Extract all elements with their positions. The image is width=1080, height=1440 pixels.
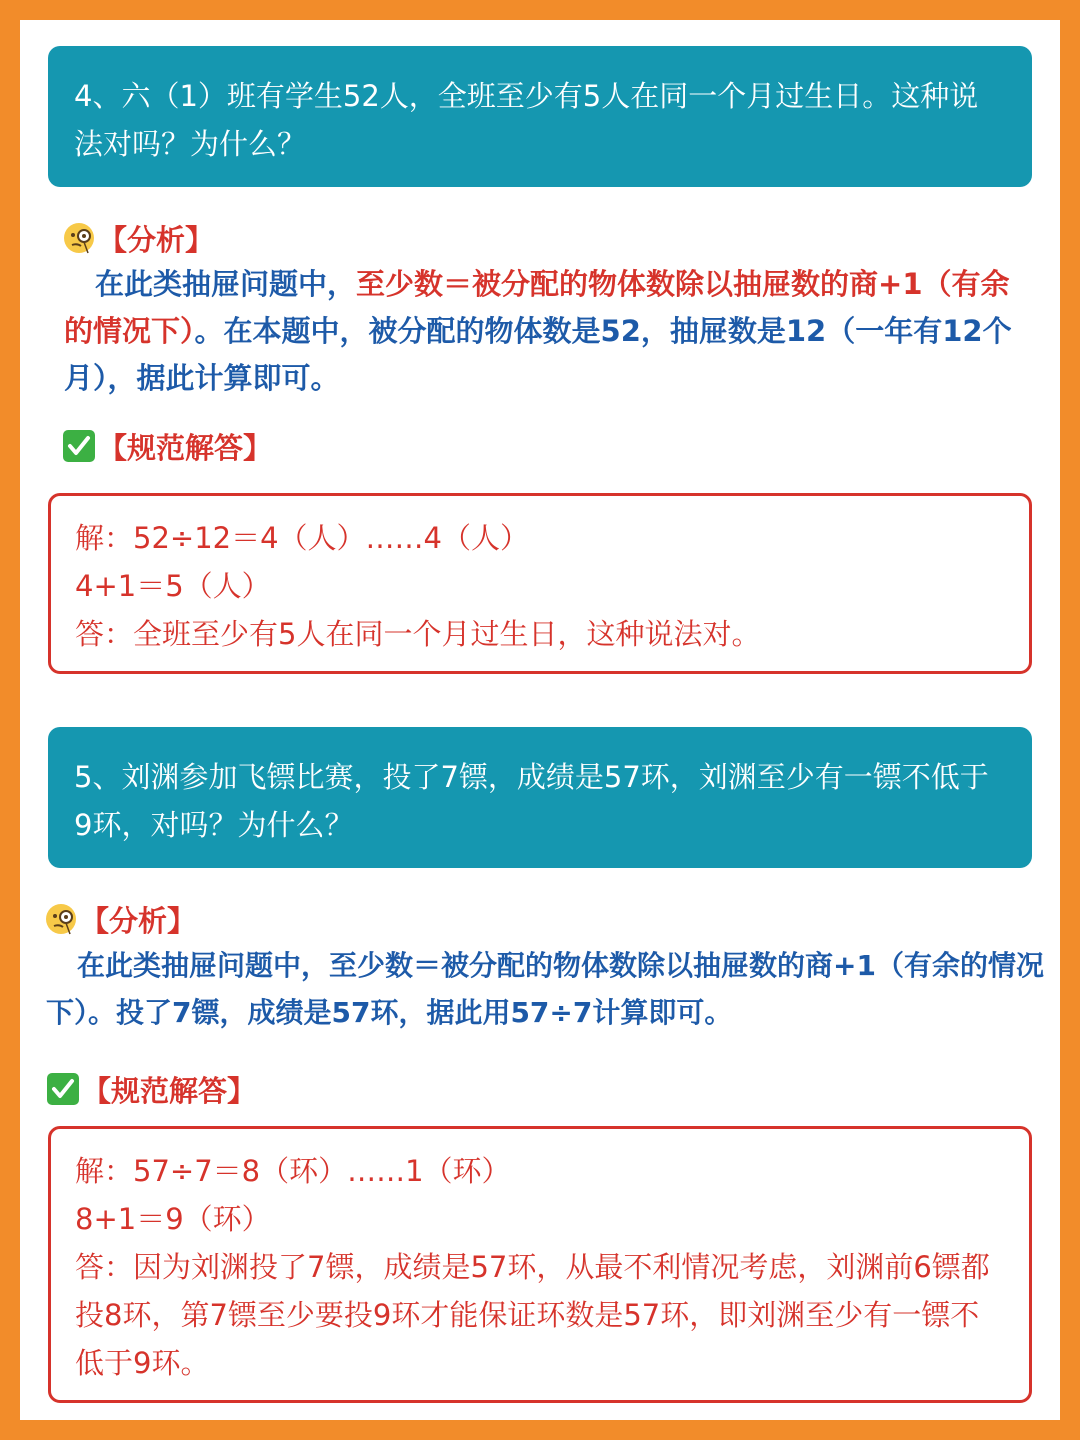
analysis-5-text: 在此类抽屉问题中，至少数＝被分配的物体数除以抽屉数的商+1（有余的情况下）。投了7镖，成绩是57环，据此用57÷7计算即可。 [46,949,1044,1029]
answer-5-line-2: 8+1＝9（环） [75,1202,271,1236]
analysis-4-paragraph [64,261,1014,402]
check-mark-button-icon [46,1072,80,1106]
answer-5-line-3: 答：因为刘渊投了7镖，成绩是57环，从最不利情况考虑，刘渊前6镖都投8环，第7镖至少要投9环才能保证环数是57环，即刘渊至少有一镖不低于9环。 [75,1250,990,1380]
analysis-4-formula: 至少数＝被分配的物体数除以抽屉数的商+1（有余的情况下） [64,267,1010,348]
check-mark-button-icon [62,429,96,463]
page [20,20,1060,1420]
question-5-box [48,727,1032,868]
answer-heading-4 [62,424,272,468]
answer-5-box [48,1126,1032,1403]
analysis-5-paragraph [46,942,1046,1036]
answer-4-box [48,493,1032,674]
answer-4-line-1: 解：52÷12＝4（人）……4（人） [75,521,530,555]
question-4-text: 4、六（1）班有学生52人，全班至少有5人在同一个月过生日。这种说法对吗？为什么？ [74,79,979,161]
analysis-heading-4 [62,216,214,260]
monocle-face-icon [44,902,78,936]
answer-heading-5 [46,1067,256,1111]
answer-heading-5-label: 【规范解答】 [82,1073,257,1108]
answer-4-line-3: 答：全班至少有5人在同一个月过生日，这种说法对。 [75,617,761,651]
analysis-4-part1: 在此类抽屉问题中， [95,267,357,301]
monocle-face-icon [62,221,96,255]
question-4-box [48,46,1032,187]
analysis-heading-5-label: 【分析】 [80,903,197,938]
question-5-text: 5、刘渊参加飞镖比赛，投了7镖，成绩是57环，刘渊至少有一镖不低于9环，对吗？为什么？ [74,760,989,842]
analysis-heading-5 [44,897,196,941]
answer-4-line-2: 4+1＝5（人） [75,569,271,603]
answer-5-line-1: 解：57÷7＝8（环）……1（环） [75,1154,511,1188]
analysis-4-part3: 。在本题中，被分配的物体数是52，抽屉数是12（一年有12个月），据此计算即可。 [64,314,1012,395]
analysis-heading-4-label: 【分析】 [98,222,215,257]
answer-heading-4-label: 【规范解答】 [98,430,273,465]
